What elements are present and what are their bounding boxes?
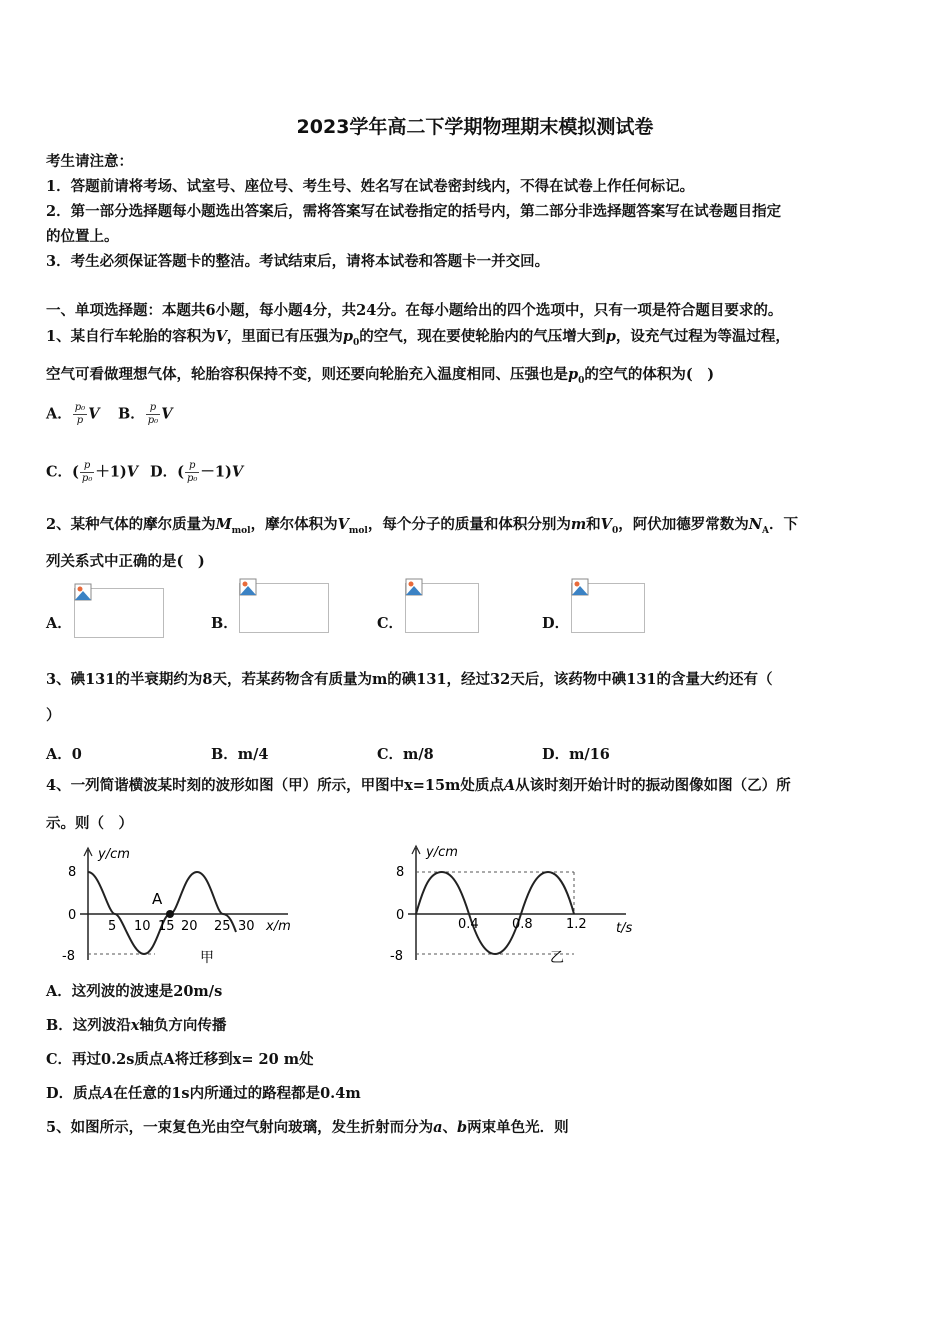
q2-option-b-image (239, 583, 329, 633)
question-5-line-1: 5、如图所示，一束复色光由空气射向玻璃，发生折射而分为a、b两束单色光．则 (46, 1119, 569, 1136)
t-tick-0.8: 0.8 (512, 917, 533, 932)
q3-option-d[interactable]: D．m/16 (542, 746, 610, 763)
x-tick-15: 15 (158, 919, 175, 934)
q3-option-a[interactable]: A．0 (46, 746, 82, 763)
y-tick-0: 0 (396, 908, 405, 923)
wave-curve (88, 872, 236, 954)
vibration-graph-yi (388, 842, 658, 967)
q1-option-d[interactable]: D．( $\frac{p}{\text{p₀}}$ －1)V (150, 460, 244, 484)
question-1-line-2: 空气可看做理想气体，轮胎容积保持不变，则还要向轮胎充入温度相同、压强也是$p_0$的空气的体积为( ) (46, 366, 715, 386)
q2-option-c[interactable]: C． (377, 615, 404, 632)
broken-image-icon (239, 578, 257, 596)
q4-option-d[interactable]: D．质点A在任意的1s内所通过的路程都是0.4m (46, 1085, 361, 1102)
y-tick-neg8: -8 (390, 949, 403, 964)
q3-option-c[interactable]: C．m/8 (377, 746, 434, 763)
vibration-curve (416, 872, 574, 954)
question-2-line-2: 列关系式中正确的是( ) (46, 553, 205, 570)
x-tick-10: 10 (134, 919, 151, 934)
q1-option-c[interactable]: C．( $\frac{p}{\text{p₀}}$ ＋1)V (46, 460, 139, 484)
q2-option-a[interactable]: A． (46, 615, 72, 632)
x-tick-5: 5 (108, 919, 117, 934)
q2-option-b[interactable]: B． (211, 615, 238, 632)
question-1-line-1: 1、某自行车轮胎的容积为V，里面已有压强为$p_0$的空气，现在要使轮胎内的气压增大到p，设充气过程为等温过程， (46, 328, 790, 348)
q2-option-c-image (405, 583, 479, 633)
q2-option-d-image (571, 583, 645, 633)
y-tick-0: 0 (68, 908, 77, 923)
point-a-label: A (152, 890, 163, 908)
notice-item-2-cont: 的位置上。 (46, 228, 119, 245)
t-tick-0.4: 0.4 (458, 917, 479, 932)
page-title: 2023学年高二下学期物理期末模拟测试卷 (296, 116, 654, 138)
y-tick-8: 8 (396, 865, 405, 880)
x-tick-30: 30 (238, 919, 255, 934)
question-3-line-2: ） (46, 707, 61, 724)
q4-option-c[interactable]: C．再过0.2s质点A将迁移到x= 20 m处 (46, 1051, 314, 1068)
question-3-line-1: 3、碘131的半衰期约为8天，若某药物含有质量为m的碘131，经过32天后，该药物中碘131的含量大约还有（ (46, 671, 773, 688)
notice-heading: 考生请注意： (46, 153, 133, 170)
broken-image-icon (571, 578, 589, 596)
question-4-line-2: 示。则（ ） (46, 815, 133, 832)
x-tick-20: 20 (181, 919, 198, 934)
t-axis-label: t/s (616, 921, 633, 936)
y-tick-8: 8 (68, 865, 77, 880)
notice-item-2: 2．第一部分选择题每小题选出答案后，需将答案写在试卷指定的括号内，第二部分非选择题答案写在试卷题目指定 (46, 203, 782, 220)
t-tick-1.2: 1.2 (566, 917, 587, 932)
x-axis-label: x/m (266, 919, 291, 934)
q2-option-d[interactable]: D． (542, 615, 570, 632)
section-heading: 一、单项选择题：本题共6小题，每小题4分，共24分。在每小题给出的四个选项中，只有一项是符合题目要求的。 (46, 302, 783, 319)
q4-option-b[interactable]: B．这列波沿x轴负方向传播 (46, 1017, 227, 1034)
q1-option-b[interactable]: B． $\frac{p}{\text{p₀}}$ V (118, 402, 173, 426)
q4-option-a[interactable]: A．这列波的波速是20m/s (46, 983, 223, 1000)
notice-item-1: 1．答题前请将考场、试室号、座位号、考生号、姓名写在试卷密封线内，不得在试卷上作任何标记。 (46, 178, 695, 195)
graph-caption-yi: 乙 (550, 950, 564, 966)
point-a (166, 910, 174, 918)
broken-image-icon (405, 578, 423, 596)
question-4-line-1: 4、一列简谐横波某时刻的波形如图（甲）所示，甲图中x=15m处质点A从该时刻开始计时的振动图像如图（乙）所 (46, 777, 791, 794)
y-axis-label: y/cm (426, 845, 458, 860)
x-tick-25: 25 (214, 919, 231, 934)
broken-image-icon (74, 583, 92, 601)
q3-option-b[interactable]: B．m/4 (211, 746, 269, 763)
question-2-line-1: 2、某种气体的摩尔质量为$M_{mol}$，摩尔体积为$V_{mol}$，每个分子的质量和体积分别为m和$V_0$，阿伏加德罗常数为$N_A$．下 (46, 516, 798, 536)
q2-option-a-image (74, 588, 164, 638)
graph-caption-jia: 甲 (200, 950, 214, 966)
y-axis-label: y/cm (98, 847, 130, 862)
q1-option-a[interactable]: A． $\frac{\text{p₀}}{p}$ V (46, 402, 100, 426)
y-tick-neg8: -8 (62, 949, 75, 964)
wave-graph-jia (60, 842, 330, 967)
notice-item-3: 3．考生必须保证答题卡的整洁。考试结束后，请将本试卷和答题卡一并交回。 (46, 253, 550, 270)
